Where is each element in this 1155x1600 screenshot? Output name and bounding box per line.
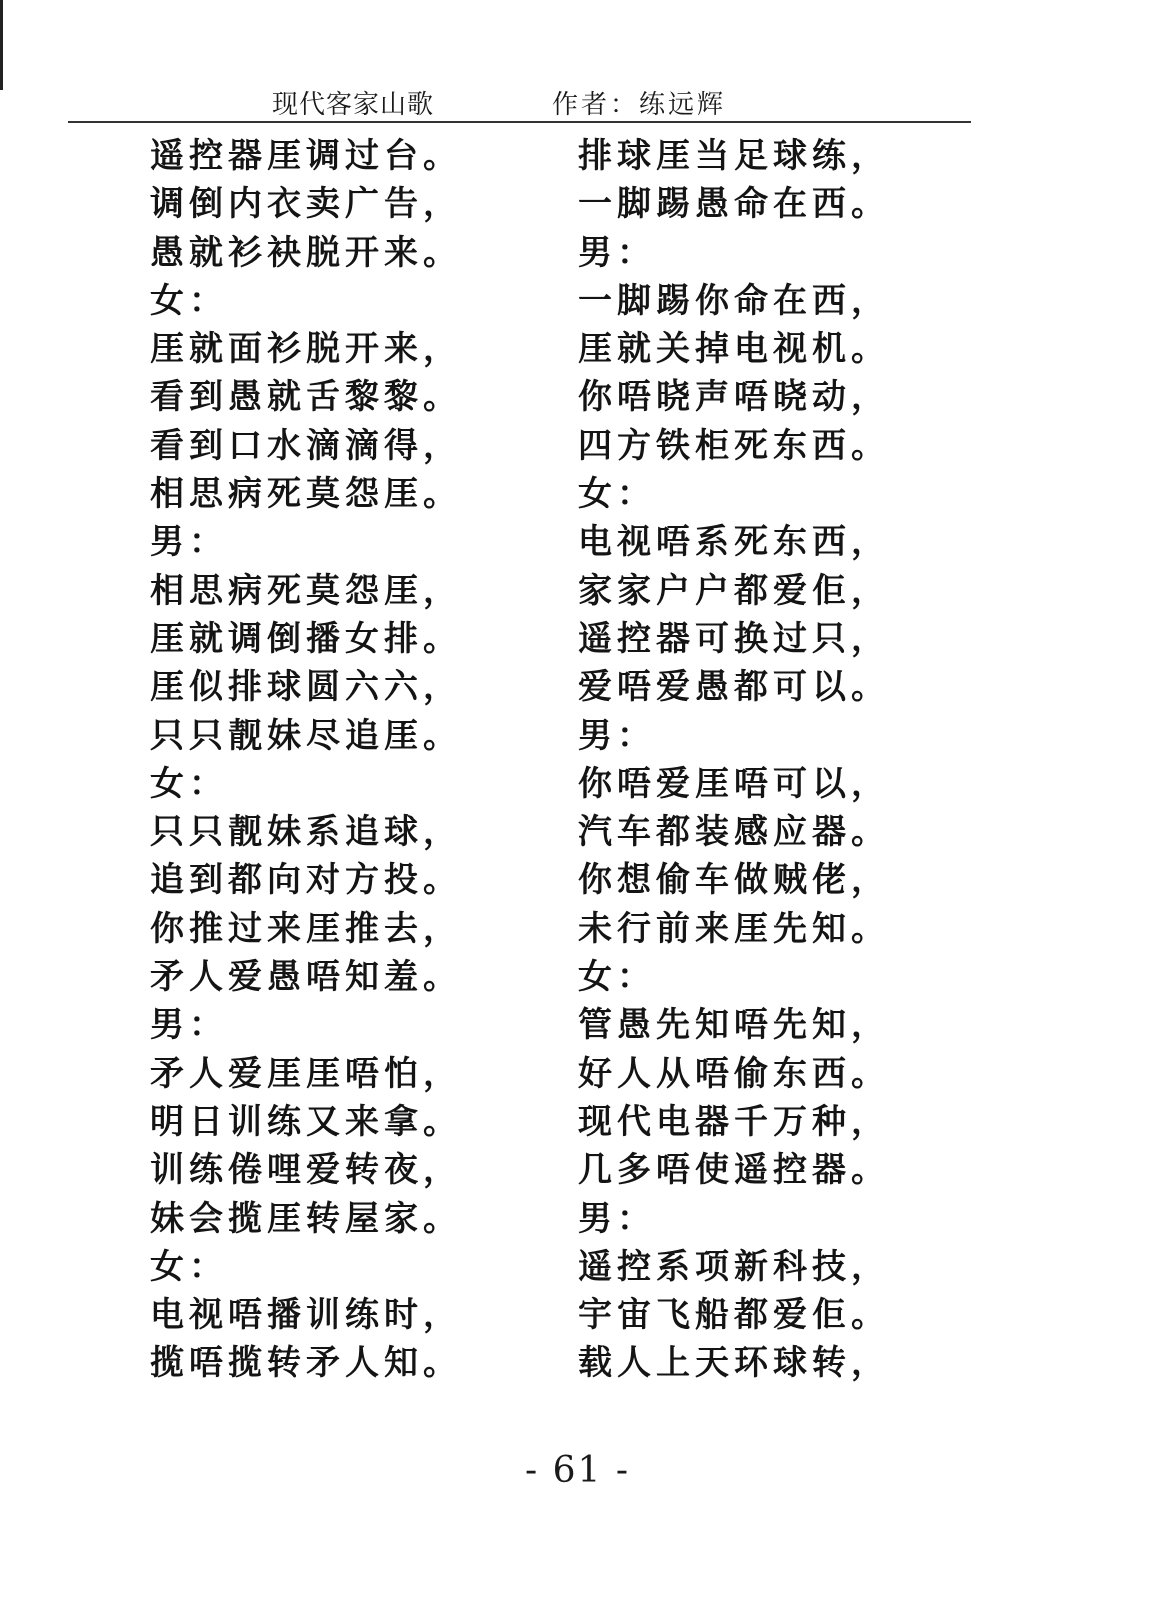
verse-line: 爱唔爱愚都可以。 <box>578 667 890 708</box>
verse-line: 一脚踢愚命在西。 <box>578 184 890 225</box>
verse-line: 厓就关掉电视机。 <box>578 329 890 370</box>
verse-line: 电视唔播训练时， <box>150 1295 462 1336</box>
verse-line: 明日训练又来拿。 <box>150 1101 462 1142</box>
speaker-label: 男： <box>578 232 656 273</box>
verse-line: 排球厓当足球练， <box>578 136 890 176</box>
verse-line: 矛人爱愚唔知羞。 <box>150 957 462 998</box>
right-verse-column <box>578 132 898 1388</box>
verse-line: 相思病死莫怨厓， <box>150 570 462 611</box>
verse-line: 揽唔揽转矛人知。 <box>150 1343 462 1384</box>
verse-line: 现代电器千万种， <box>578 1101 890 1142</box>
verse-line: 看到愚就舌黎黎。 <box>150 377 462 418</box>
verse-line: 未行前来厓先知。 <box>578 908 890 949</box>
verse-line: 四方铁柜死东西。 <box>578 425 890 466</box>
speaker-label: 男： <box>578 1198 656 1239</box>
verse-line: 遥控系项新科技， <box>578 1246 890 1287</box>
verse-line: 遥控器可换过只， <box>578 618 890 659</box>
speaker-label: 女： <box>578 957 656 998</box>
verse-line: 家家户户都爱佢， <box>578 570 890 611</box>
verse-line: 汽车都装感应器。 <box>578 812 890 853</box>
verse-line: 看到口水滴滴得， <box>150 425 462 466</box>
verse-line: 遥控器厓调过台。 <box>150 136 462 176</box>
speaker-label: 女： <box>578 474 656 515</box>
book-title: 现代客家山歌 <box>272 90 435 120</box>
left-verse-column <box>150 132 470 1388</box>
verse-line: 管愚先知唔先知， <box>578 1005 890 1046</box>
speaker-label: 男： <box>150 1005 228 1046</box>
speaker-label: 男： <box>150 522 228 563</box>
verse-line: 你想偷车做贼佬， <box>578 860 890 901</box>
verse-line: 你唔爱厓唔可以， <box>578 763 890 804</box>
verse-line: 只只靓妹系追球， <box>150 812 462 853</box>
verse-line: 调倒内衣卖广告， <box>150 184 462 225</box>
verse-line: 厓就面衫脱开来， <box>150 329 462 370</box>
verse-line: 追到都向对方投。 <box>150 860 462 901</box>
page-number: - 61 - <box>524 1450 631 1491</box>
verse-line: 载人上天环球转， <box>578 1343 890 1384</box>
verse-line: 宇宙飞船都爱佢。 <box>578 1295 890 1336</box>
verse-line: 几多唔使遥控器。 <box>578 1150 890 1191</box>
verse-line: 你唔晓声唔晓动， <box>578 377 890 418</box>
verse-line: 矛人爱厓厓唔怕， <box>150 1053 462 1094</box>
speaker-label: 男： <box>578 715 656 756</box>
verse-line: 相思病死莫怨厓。 <box>150 474 462 515</box>
verse-line: 厓就调倒播女排。 <box>150 618 462 659</box>
page-scan-edge <box>0 0 3 90</box>
verse-line: 厓似排球圆六六， <box>150 667 462 708</box>
running-header <box>0 84 1155 124</box>
verse-line: 一脚踢你命在西， <box>578 280 890 321</box>
verse-line: 好人从唔偷东西。 <box>578 1053 890 1094</box>
author-credit: 作者：练远辉 <box>552 90 727 120</box>
verse-line: 训练倦哩爱转夜， <box>150 1150 462 1191</box>
speaker-label: 女： <box>150 1246 228 1287</box>
verse-line: 妹会揽厓转屋家。 <box>150 1198 462 1239</box>
speaker-label: 女： <box>150 763 228 804</box>
header-rule <box>68 121 971 123</box>
speaker-label: 女： <box>150 280 228 321</box>
verse-line: 你推过来厓推去， <box>150 908 462 949</box>
verse-line: 只只靓妹尽追厓。 <box>150 715 462 756</box>
verse-line: 电视唔系死东西， <box>578 522 890 563</box>
verse-line: 愚就衫袂脱开来。 <box>150 232 462 273</box>
